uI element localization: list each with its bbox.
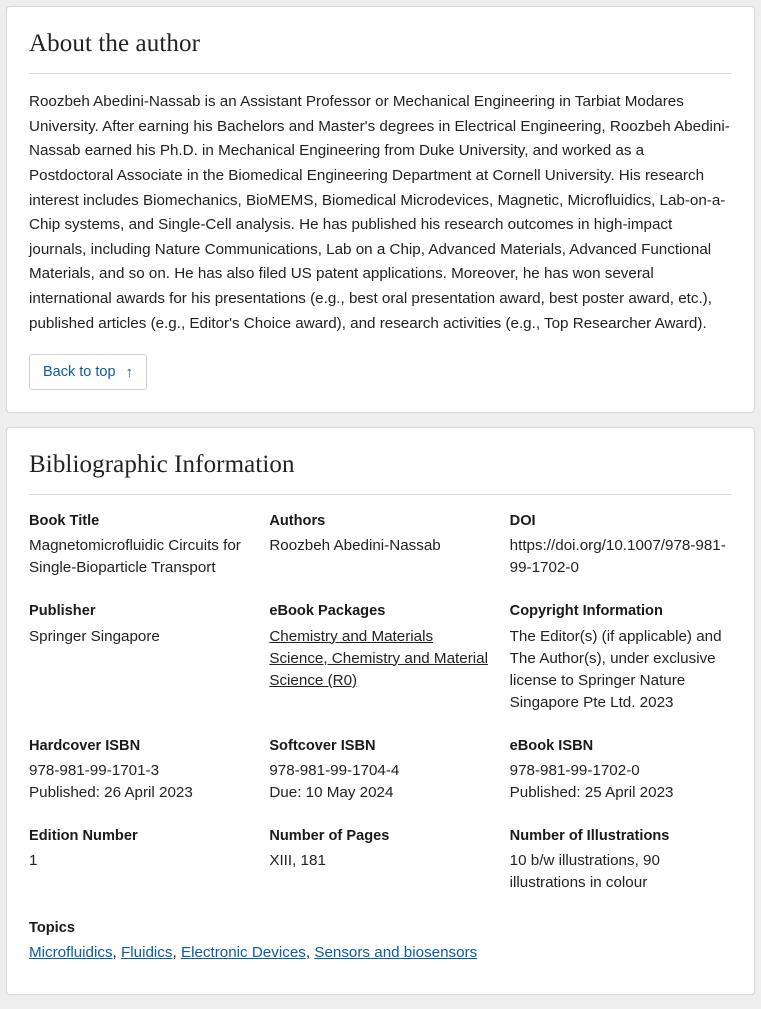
bib-field-publisher (29, 601, 251, 735)
topic-link[interactable]: Microfluidics (29, 944, 113, 962)
bib-field-label: Edition Number (29, 827, 138, 844)
topic-separator: , (305, 944, 315, 962)
bib-field-number-of-pages (269, 826, 491, 916)
bib-field-doi (510, 511, 732, 601)
bib-field-number-of-illustrations (510, 826, 732, 916)
bib-field-label: Topics (29, 920, 75, 937)
topic-separator: , (172, 944, 181, 962)
bib-field-label: eBook Packages (269, 603, 386, 620)
bib-field-label: Book Title (29, 513, 100, 530)
bib-field-value: 978-981-99-1701-3 (29, 761, 160, 779)
author-biography: Roozbeh Abedini-Nassab is an Assistant Professor or Mechanical Engineering in Tarbiat Modares University. After earning his Bachelors and Master's degrees in Electrical Engineering, Roozbeh Abedini-Nassab earned his Ph.D. in Mechanical Engineering from Duke University, and worked as a Postdoctoral Associate in the Biomedical Engineering Department at Cornell University. His research interest includes Biomechanics, BioMEMS, Biomedical Microdevices, Magnetic, Microfluidics, Lab-on-a-Chip systems, and Single-Cell analysis. He has published his research outcomes in high-impact journals, including Nature Communications, Lab on a Chip, Advanced Materials, Advanced Functional Materials, and so on. He has also filed US patent applications. Moreover, he has won several international awards for his presentations (e.g., best oral presentation award, best poster award, etc.), published articles (e.g., Editor's Choice award), and research activities (e.g., Top Researcher Award). (29, 93, 730, 332)
back-to-top-button[interactable] (29, 354, 147, 390)
bib-field-value-secondary: Due: 10 May 2024 (269, 783, 394, 801)
bib-field-value: Roozbeh Abedini-Nassab (269, 537, 441, 555)
topics-link-list (29, 942, 492, 964)
bib-field-book-title (29, 511, 251, 601)
section-divider (29, 494, 732, 495)
bib-field-value: XIII, 181 (269, 852, 326, 870)
back-to-top-label: Back to top (43, 364, 116, 381)
bib-field-ebook-isbn (510, 736, 732, 826)
bib-field-value: https://doi.org/10.1007/978-981-99-1702-0 (509, 537, 726, 577)
bib-field-label: eBook ISBN (509, 737, 594, 754)
bibliographic-information-heading: Bibliographic Information (29, 451, 295, 479)
topic-link[interactable]: Sensors and biosensors (314, 944, 478, 962)
bib-field-label: Hardcover ISBN (29, 737, 141, 754)
topic-separator: , (112, 944, 121, 962)
bib-field-value: The Editor(s) (if applicable) and The Author(s), under exclusive license to Springer Nature Singapore Pte Ltd. 2023 (509, 627, 722, 711)
bibliographic-fields-grid (29, 511, 732, 986)
about-the-author-card (6, 6, 755, 413)
bib-field-label: Publisher (29, 603, 96, 620)
bib-field-hardcover-isbn (29, 736, 251, 826)
ebook-packages-link[interactable]: Chemistry and Materials Science, Chemistry and Material Science (R0) (269, 627, 488, 689)
bib-field-label: Softcover ISBN (269, 737, 376, 754)
bib-field-ebook-packages (269, 601, 491, 735)
bib-field-value: 978-981-99-1704-4 (269, 761, 400, 779)
bib-field-label: Authors (269, 513, 326, 530)
bib-field-topics (29, 916, 492, 986)
arrow-up-icon: ↑ (125, 363, 134, 381)
bib-field-value: 10 b/w illustrations, 90 illustrations in colour (509, 852, 660, 892)
bib-field-value-secondary: Published: 26 April 2023 (29, 783, 193, 801)
bibliographic-information-card (6, 427, 755, 995)
bib-field-edition-number (29, 826, 251, 916)
bib-field-value: 1 (29, 852, 38, 870)
bib-field-value: Springer Singapore (29, 627, 160, 645)
bib-field-label: Number of Pages (269, 827, 390, 844)
bib-field-label: DOI (509, 513, 536, 530)
bib-field-copyright-information (510, 601, 732, 735)
section-divider (29, 73, 732, 74)
bib-field-label: Copyright Information (509, 603, 663, 620)
topic-link[interactable]: Electronic Devices (180, 944, 306, 962)
about-the-author-heading: About the author (29, 30, 201, 57)
bib-field-value: 978-981-99-1702-0 (509, 761, 640, 779)
bib-field-value-secondary: Published: 25 April 2023 (509, 783, 674, 801)
topic-link[interactable]: Fluidics (121, 944, 173, 962)
bib-field-label: Number of Illustrations (509, 827, 670, 844)
bib-field-value: Magnetomicrofluidic Circuits for Single-Bioparticle Transport (29, 537, 241, 577)
bib-field-softcover-isbn (269, 736, 491, 826)
bib-field-authors (269, 511, 491, 601)
